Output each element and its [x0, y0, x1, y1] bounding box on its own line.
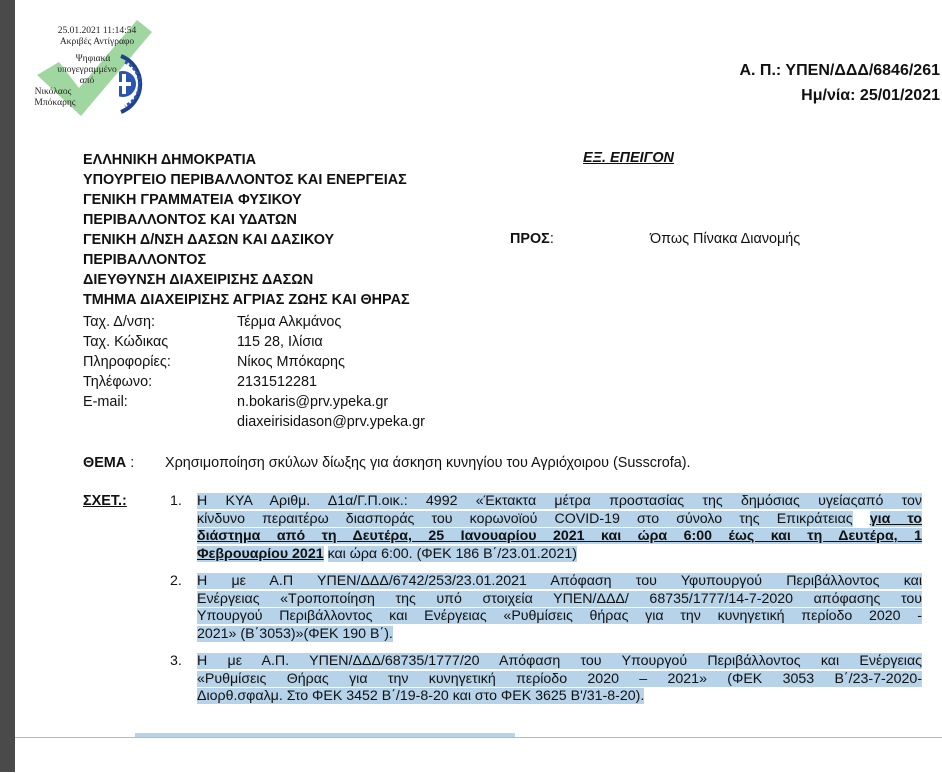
related-item	[170, 573, 922, 643]
sender-line: ΔΙΕΥΘΥΝΣΗ ΔΙΑΧΕΙΡΙΣΗΣ ΔΑΣΩΝ	[83, 272, 314, 288]
highlighted-text: Ενέργειας «Τροποποίηση της υπό στοιχεία ΥΠΕΝ/ΔΔΔ/ 68735/1777/14-7-2020 απόφασης του	[197, 590, 922, 607]
postal-label: Ταχ. Κώδικας	[83, 334, 169, 350]
recipient-value: Όπως Πίνακα Διανομής	[650, 231, 801, 247]
sender-line: ΤΜΗΜΑ ΔΙΑΧΕΙΡΙΣΗΣ ΑΓΡΙΑΣ ΖΩΗΣ ΚΑΙ ΘΗΡΑΣ	[83, 292, 410, 308]
sender-line: ΠΕΡΙΒΑΛΛΟΝΤΟΣ	[83, 252, 207, 268]
postal-value: 115 28, Ιλίσια	[237, 334, 323, 350]
signature-line: Ακριβές Αντίγραφο	[59, 37, 135, 47]
highlighted-bold-text: διάστημα από τη Δευτέρα, 25 Ιανουαρίου 2021 και ώρα 6:00 έως και τη Δευτέρα, 1	[197, 528, 922, 545]
email-link[interactable]: diaxeirisidason@prv.ypeka.gr	[237, 414, 425, 430]
document-date: Ημ/νία: 25/01/2021	[801, 87, 940, 104]
subject-label: ΘΕΜΑ :	[83, 455, 135, 471]
related-item	[170, 653, 922, 706]
viewer-bottom-area	[15, 737, 942, 773]
subject-text: Χρησιμοποίηση σκύλων δίωξης για άσκηση κυνηγίου του Αγριόχοιρου (Susscrofa).	[165, 455, 691, 471]
recipient-label: ΠΡΟΣ:	[510, 231, 554, 247]
related-item-number: 1.	[170, 493, 182, 509]
sender-line: ΓΕΝΙΚΗ Δ/ΝΣΗ ΔΑΣΩΝ ΚΑΙ ΔΑΣΙΚΟΥ	[83, 232, 335, 248]
related-item-number: 2.	[170, 573, 182, 589]
email-label: E-mail:	[83, 394, 128, 410]
signature-line: Μπόκαρης	[34, 98, 76, 108]
related-item	[170, 493, 922, 563]
sender-line: ΕΛΛΗΝΙΚΗ ΔΗΜΟΚΡΑΤΙΑ	[83, 152, 257, 168]
protocol-reference	[739, 58, 940, 108]
sender-line: ΓΕΝΙΚΗ ΓΡΑΜΜΑΤΕΙΑ ΦΥΣΙΚΟΥ	[83, 192, 302, 208]
highlighted-text: 2021» (Β΄3053)»(ΦΕΚ 190 Β΄).	[197, 625, 393, 642]
highlighted-text: κίνδυνο περαιτέρω διασποράς του κορωνοϊού COVID-19 στο σύνολο της Επικράτειας	[197, 510, 853, 527]
document-page	[15, 0, 942, 737]
protocol-number: Α. Π.: ΥΠΕΝ/ΔΔΔ/6846/261	[739, 62, 940, 79]
phone-label: Τηλέφωνο:	[83, 374, 153, 390]
highlighted-bold-text: Φεβρουαρίου 2021	[197, 545, 324, 562]
signature-line: υπογεγραμμένο	[57, 65, 117, 75]
highlighted-text: Υπουργού Περιβάλλοντος και Ενέργειας «Ρυθμίσεις θήρας για την κυνηγετική περίοδο 2020 -	[197, 608, 922, 625]
highlighted-text: Διορθ.σφαλμ. Στο ΦΕΚ 3452 Β΄/19-8-20 και στο ΦΕΚ 3625 Β'/31-8-20).	[197, 688, 645, 705]
highlighted-text: και ώρα 6:00. (ΦΕΚ 186 Β΄/23.01.2021)	[327, 545, 577, 562]
signature-line: Νικόλαος	[34, 87, 72, 97]
highlighted-text: «Ρυθμίσεις Θήρας για την κυνηγετική περίοδο 2020 – 2021» (ΦΕΚ 3053 Β΄/23-7-2020-	[197, 670, 922, 687]
address-label: Ταχ. Δ/νση:	[83, 314, 155, 330]
viewer-left-bar	[0, 0, 15, 772]
email-link[interactable]: n.bokaris@prv.ypeka.gr	[237, 394, 389, 410]
related-item-number: 3.	[170, 653, 182, 669]
highlighted-text: Η με Α.Π. ΥΠΕΝ/ΔΔΔ/68735/1777/20 Απόφαση του Υπουργού Περιβάλλοντος και Ενέργειας	[197, 653, 922, 669]
greek-emblem-icon	[119, 52, 155, 116]
info-label: Πληροφορίες:	[83, 354, 171, 370]
address-value: Τέρμα Αλκμάνος	[237, 314, 342, 330]
signature-line: Ψηφιακά	[75, 54, 111, 64]
sender-line: ΠΕΡΙΒΑΛΛΟΝΤΟΣ ΚΑΙ ΥΔΑΤΩΝ	[83, 212, 297, 228]
signature-line: από	[79, 76, 95, 86]
phone-value: 2131512281	[237, 374, 318, 390]
highlighted-bold-text: για το	[869, 510, 922, 527]
highlighted-text: Η ΚΥΑ Αριθμ. Δ1α/Γ.Π.οικ.: 4992 «Έκτακτα μέτρα προστασίας της δημόσιας υγείαςαπό τον	[197, 493, 922, 509]
signature-datetime: 25.01.2021 11:14:54	[57, 26, 137, 36]
related-label: ΣΧΕΤ.:	[83, 493, 127, 509]
urgency-label: ΕΞ. ΕΠΕΙΓΟΝ	[583, 150, 674, 166]
sender-line: ΥΠΟΥΡΓΕΙΟ ΠΕΡΙΒΑΛΛΟΝΤΟΣ ΚΑΙ ΕΝΕΡΓΕΙΑΣ	[83, 172, 407, 188]
highlighted-text: Η με Α.Π ΥΠΕΝ/ΔΔΔ/6742/253/23.01.2021 Απόφαση του Υφυπουργού Περιβάλλοντος και	[197, 573, 922, 589]
info-value: Νίκος Μπόκαρης	[237, 354, 345, 370]
